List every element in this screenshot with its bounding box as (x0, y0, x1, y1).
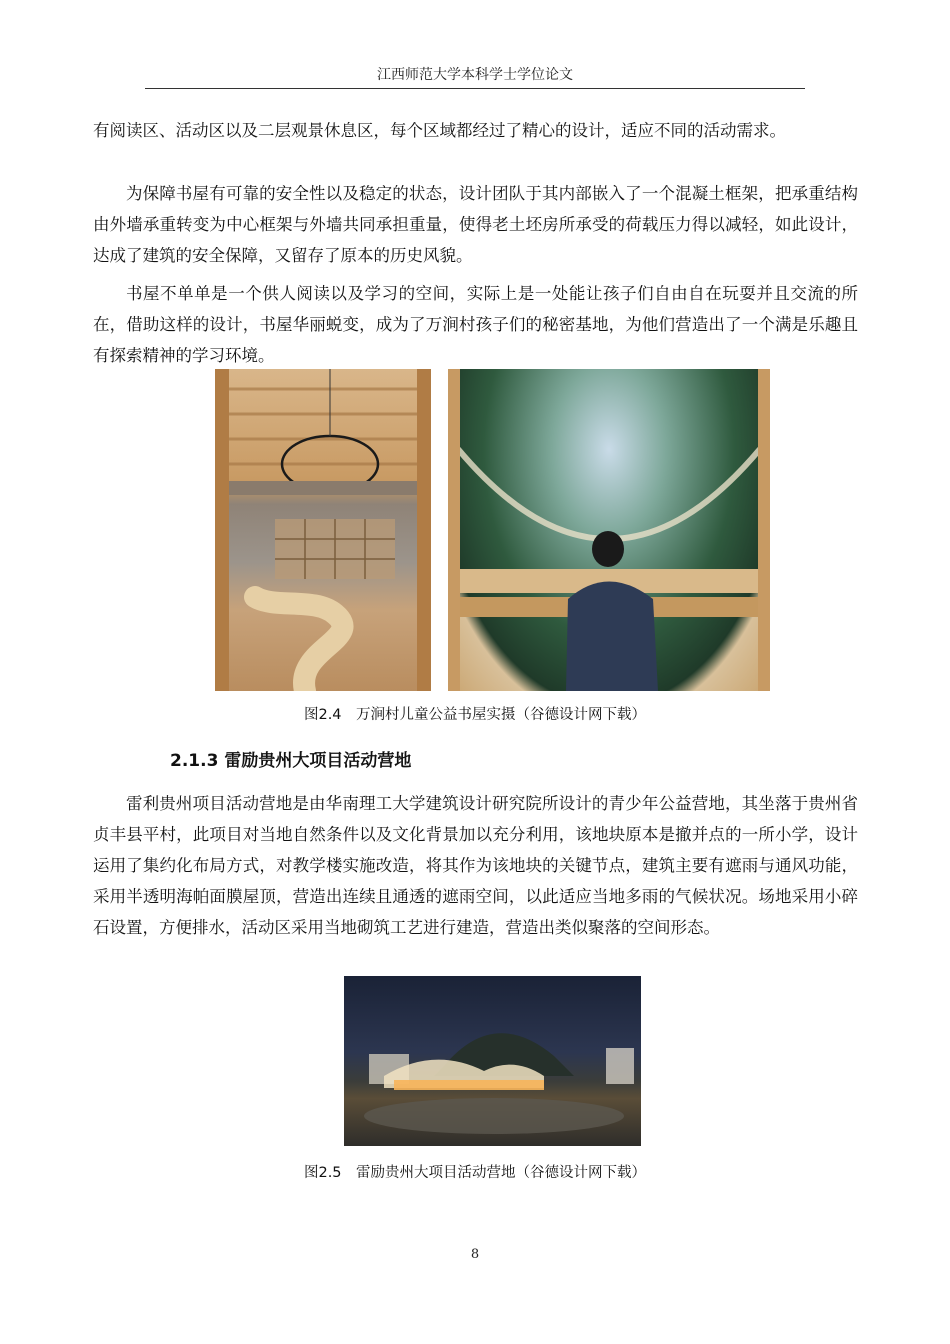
header-rule (145, 88, 805, 89)
section-heading: 2.1.3 雷励贵州大项目活动营地 (170, 751, 412, 771)
paragraph-4: 雷利贵州项目活动营地是由华南理工大学建筑设计研究院所设计的青少年公益营地，其坐落于贵州省贞丰县平村，此项目对当地自然条件以及文化背景加以充分利用，该地块原本是撤并点的一所小学，设计运用了集约化布局方式，对教学楼实施改造，将其作为该地块的关键节点，建筑主要有遮雨与通风功能，采用半透明海帕面膜屋顶，营造出连续且通透的遮雨空间，以此适应当地多雨的气候状况。场地采用小碎石设置，方便排水，活动区采用当地砌筑工艺进行建造，营造出类似聚落的空间形态。 (93, 794, 858, 937)
page-number: 8 (470, 1247, 480, 1262)
skylight-illustration (448, 369, 770, 691)
figure-2-4-caption: 图2.4 万涧村儿童公益书屋实摄（谷德设计网下载） (303, 707, 647, 723)
paragraph-2: 为保障书屋有可靠的安全性以及稳定的状态，设计团队于其内部嵌入了一个混凝土框架，把承重结构由外墙承重转变为中心框架与外墙共同承担重量，使得老土坯房所承受的荷载压力得以减轻，如此设计，达成了建筑的安全保障，又留存了原本的历史风貌。 (93, 184, 858, 265)
bookhouse-interior-illustration (215, 369, 431, 691)
bookhouse-skylight-photo (448, 369, 770, 691)
paragraph-3: 书屋不单单是一个供人阅读以及学习的空间，实际上是一处能让孩子们自由自在玩耍并且交流的所在，借助这样的设计，书屋华丽蜕变，成为了万涧村孩子们的秘密基地，为他们营造出了一个满是乐趣且有探索精神的学习环境。 (93, 284, 858, 365)
paragraph-1: 有阅读区、活动区以及二层观景休息区，每个区域都经过了精心的设计，适应不同的活动需求。 (93, 121, 786, 140)
bookhouse-interior-photo (215, 369, 431, 691)
running-header: 江西师范大学本科学士学位论文 (377, 67, 573, 83)
figure-2-5-caption: 图2.5 雷励贵州大项目活动营地（谷德设计网下载） (303, 1165, 647, 1181)
camp-night-photo (344, 976, 641, 1146)
camp-night-illustration (344, 976, 641, 1146)
